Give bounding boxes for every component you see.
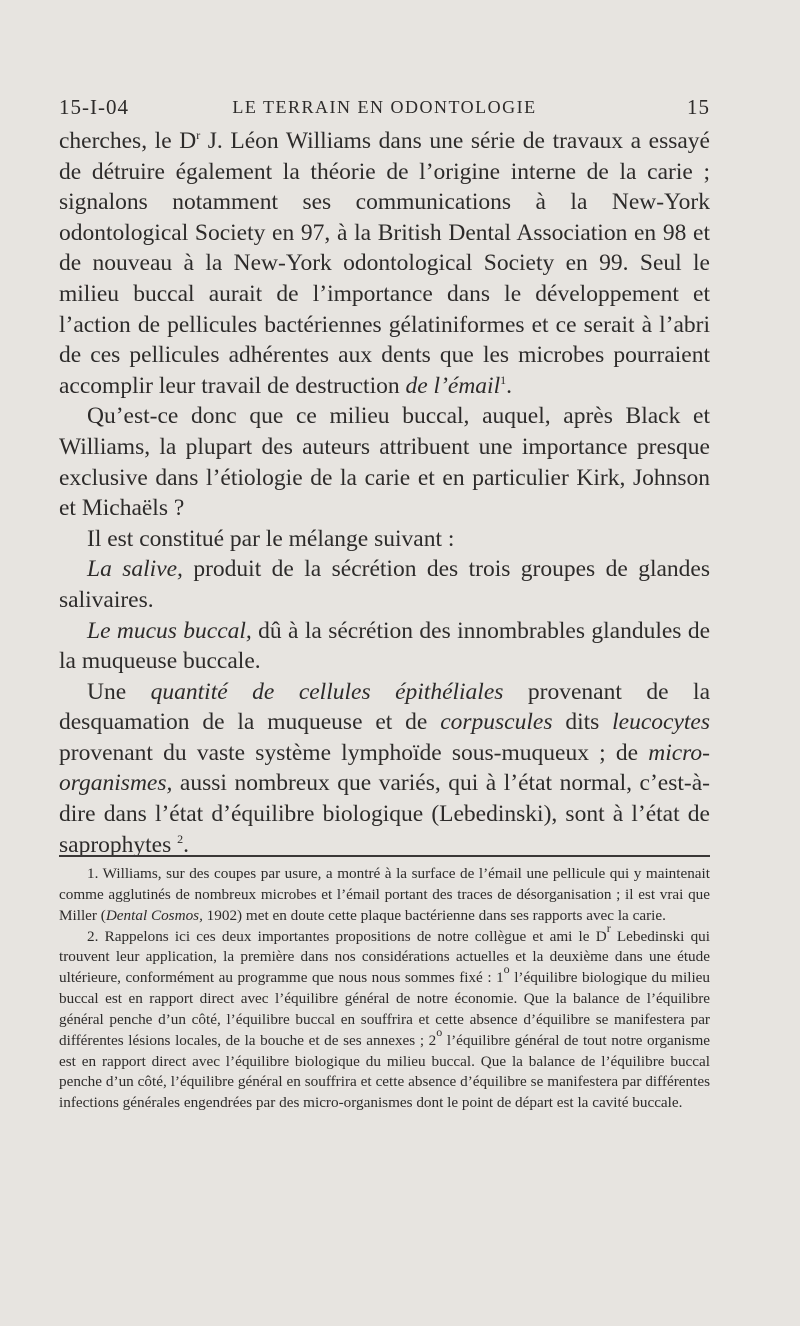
p1-text-b: J. Léon Williams dans une série de travaux a essayé de détruire également la théorie de l’origine interne de la carie ; signalons notamment ses communications à la New-York odontological Society en 97, à la British Dental Association en 98 et de nouveau à la New-York odontological Society en 99. Seul le milieu buccal aurait de l’importance dans le développement et l’action de pellicules bactériennes gélatiniformes et ce serait à l’abri de ces pellicules adhérentes aux dents que les microbes pourraient accomplir leur travail de destruction: [59, 128, 710, 399]
p1-sup: r: [196, 128, 201, 142]
paragraph-6: [59, 677, 710, 861]
n2-sup-r: r: [606, 920, 611, 935]
p1-italic: de l’émail: [405, 372, 501, 399]
date-folio: 15-I-04: [59, 95, 129, 119]
n1-italic: Dental Cosmos,: [105, 906, 203, 924]
n1-text-a: 1. Williams, sur des coupes par usure, a montré à la surface de l’émail une pellicule qui y maintenait comme agglutinés de nombreux microbes et l’émail portant des traces de désorganisation ; il est vrai que Miller (: [59, 865, 710, 924]
main-text: [59, 126, 710, 860]
n2-text-d: l’équilibre général de tout notre organisme est en rapport direct avec l’équilibre biologique du milieu buccal. Que la balance de l’équilibre buccal penche d’un côté, l’équilibre général en souffrira et cette absence d’équilibre se manifestera par différentes infections générales engendrées par des micro-organismes dont le point de départ est la cavité buccale.: [59, 1031, 711, 1112]
page-header: [59, 92, 710, 122]
p1-text-a: cherches, le D: [59, 128, 197, 154]
p5-text: dû à la sécrétion des innombrables glandules de la muqueuse buccale.: [59, 617, 710, 675]
p6-i1: quantité de cellules épithéliales: [150, 678, 504, 705]
p6-t2: provenant de la desquamation de la muqueuse et de: [59, 678, 710, 736]
paragraph-1: [59, 126, 710, 401]
p6-end: .: [183, 831, 190, 858]
p6-t5: aussi nombreux que variés, qui à l’état normal, c’est-à-dire dans l’état d’équilibre biologique (Lebedinski), sont à l’état de saprophytes: [59, 770, 710, 858]
n2-text-b: Lebedinski qui trouvent leur application, la première dans nos considérations actuelles et la deuxième dans une étude ultérieure, conformément au programme que nous nous sommes fixé : 1: [59, 927, 710, 987]
n2-sup-o2: o: [436, 1024, 443, 1039]
n2-text-c: l’équilibre biologique du milieu buccal est en rapport direct avec l’équilibre général de notre économie. Que la balance de l’équilibre général penche d’un côté, l’équilibre buccal en souffrira et cette absence d’équilibre se manifestera par différentes lésions locales, de la bouche et de ses annexes ; 2: [59, 969, 710, 1049]
paragraph-3: Il est constitué par le mélange suivant :: [87, 525, 455, 552]
footnote-2: [59, 920, 711, 1115]
page-number: 15: [687, 95, 710, 119]
paragraph-5: [59, 616, 710, 677]
p6-t4: provenant du vaste système lymphoïde sous-muqueux ; de: [59, 739, 649, 766]
p6-i4: micro-organismes,: [59, 739, 710, 797]
p6-t1: Une: [87, 678, 151, 705]
footnote-rule: [59, 855, 710, 857]
paragraph-2: Qu’est-ce donc que ce milieu buccal, auquel, après Black et Williams, la plupart des auteurs attribuent une importance presque exclusive dans l’étiologie de la carie et en particulier Kirk, Johnson et Michaëls ?: [59, 403, 710, 522]
p4-text: produit de la sécrétion des trois groupes de glandes salivaires.: [59, 556, 710, 613]
p6-i2: corpuscules: [440, 709, 553, 736]
footnote-ref-1: 1: [500, 372, 507, 387]
n2-text-a: 2. Rappelons ici ces deux importantes propositions de notre collègue et ami le D: [87, 927, 607, 945]
p6-t3: dits: [552, 709, 613, 736]
p6-i3: leucocytes: [612, 709, 710, 736]
footnote-ref-2: 2: [177, 831, 184, 846]
footnote-1: [59, 864, 710, 927]
n2-sup-o1: o: [503, 962, 510, 977]
n1-text-b: 1902) met en doute cette plaque bactérienne dans ses rapports avec la carie.: [202, 906, 666, 924]
paragraph-4: [59, 554, 710, 615]
p5-italic: Le mucus buccal,: [87, 617, 252, 644]
p1-end: .: [506, 372, 512, 399]
p4-italic: La salive,: [87, 556, 183, 583]
running-title: LE TERRAIN EN ODONTOLOGIE: [232, 97, 537, 117]
footnotes: [59, 864, 710, 1114]
